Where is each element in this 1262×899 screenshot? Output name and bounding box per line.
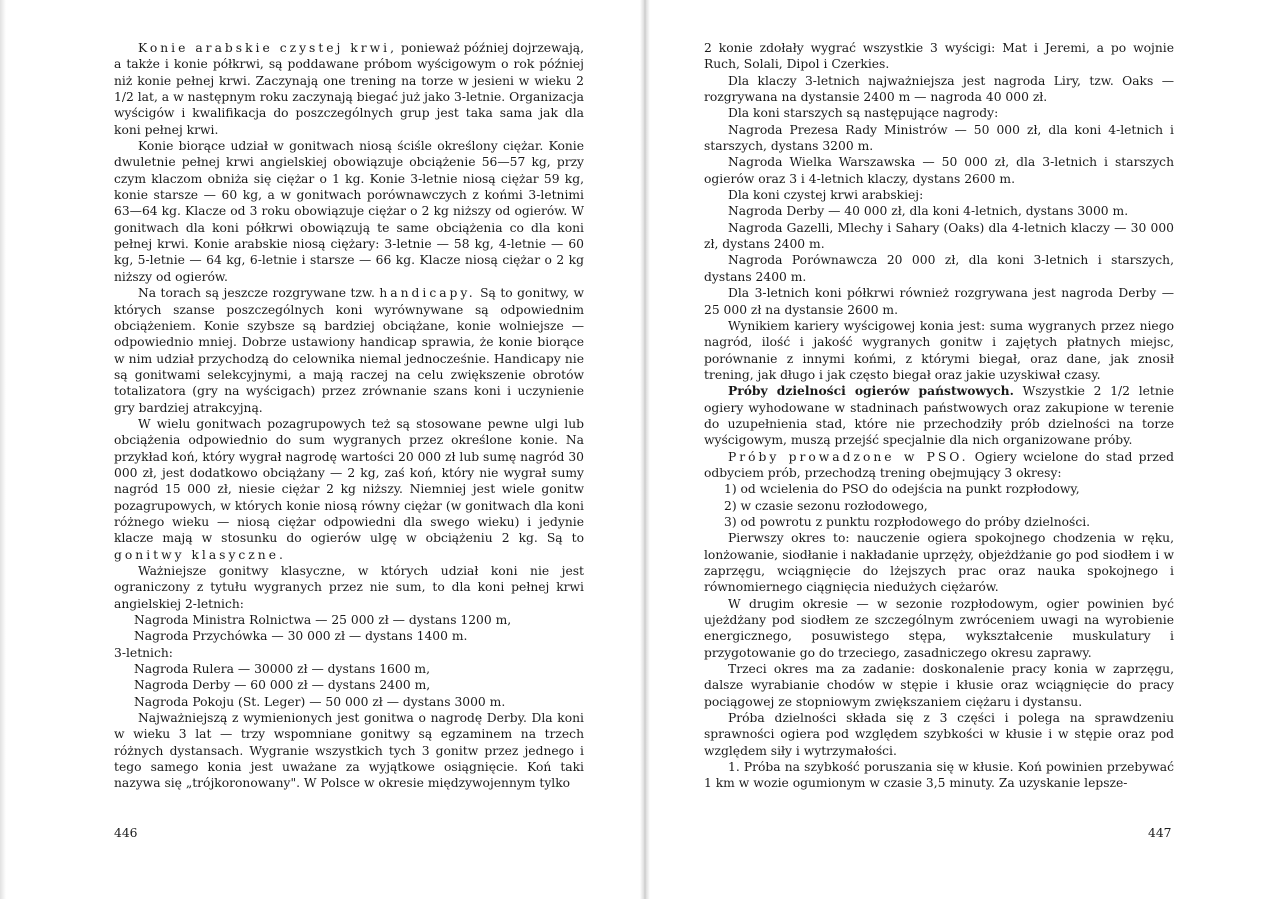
- race-entry: Nagroda Derby — 40 000 zł, dla koni 4-letnich, dystans 3000 m.: [728, 204, 1129, 219]
- race-entry: Nagroda Rulera — 30000 zł — dystans 1600 m,: [134, 662, 430, 677]
- paragraph-derby: Najważniejszą z wymienionych jest gonitwa o nagrodę Derby. Dla koni w wieku 3 lat — trzy wspomniane gonitwy są egzaminem na trzech różnych dystansach. Wygranie wszystkich tych 3 gonitw przez jednego i tego samego konia jest uważane za wyjątkowe osiągnięcie. Koń taki nazywa się „trójkoronowany". W Polsce w okresie międzywojennym tylko: [114, 711, 584, 791]
- page-number-right: 447: [1148, 826, 1172, 840]
- race-entry: Nagroda Wielka Warszawska — 50 000 zł, dla 3-letnich i starszych ogierów oraz 3 i 4-letnich klaczy, dystans 2600 m.: [704, 155, 1174, 186]
- race-entry: Dla 3-letnich koni półkrwi również rozgrywana jest nagroda Derby — 25 000 zł na dystansie 2600 m.: [704, 286, 1174, 317]
- right-page: [704, 40, 1174, 840]
- bold-heading: Próby dzielności ogierów państwowych.: [728, 383, 1014, 399]
- paragraph-weights: Konie biorące udział w gonitwach niosą ściśle określony ciężar. Konie dwuletnie pełnej krwi angielskiej obowiązuje obciążenie 56—57 kg, przy czym klaczom obniża się ciężar o 1 kg. Konie 3-letnie niosą ciężar 59 kg, konie starsze — 60 kg, a w gonitwach porównawczych z końmi 3-letnimi 63—64 kg. Klacze od 3 roku obowiązuje ciężar o 2 kg niższy od ogierów. W gonitwach dla koni półkrwi obowiązują te same obciążenia co dla koni pełnej krwi. Konie arabskie niosą ciężary: 3-letnie — 58 kg, 4-letnie — 60 kg, 5-letnie — 64 kg, 6-letnie i starsze — 66 kg. Klacze niosą ciężar o 2 kg niższy od ogierów.: [114, 139, 584, 284]
- left-page: [114, 40, 584, 840]
- paragraph-allowances: W wielu gonitwach pozagrupowych też są stosowane pewne ulgi lub obciążenia odpowiednio do sum wygranych przez określone konie. Na przykład koń, który wygrał nagrodę wartości 20 000 zł lub sumę nagród 30 000 zł, jest dodatkowo obciążany — 2 kg, zaś koń, który nie wygrał sumy nagród 15 000 zł, niesie ciężar 2 kg niższy. Niemniej jest wiele gonitw pozagrupowych, w których konie niosą równy ciężar (w gonitwach dla koni różnego wieku — niosą ciężar odpowiedni dla swego wieku) i jedynie klacze mają w stosunku do ogierów ulgę w obciążeniu 2 kg. Są to gonitwy klasyczne.: [114, 416, 584, 562]
- paragraph-first-period: Pierwszy okres to: nauczenie ogiera spokojnego chodzenia w ręku, lonżowanie, siodłanie i nakładanie uprzęży, objeżdżanie go pod siodłem i w zaprzęgu, wciągnięcie do lżejszych prac oraz nauka spokojnego i równomiernego ciągnięcia niedużych ciężarów.: [704, 531, 1174, 595]
- paragraph-stallion-trials: Próby dzielności ogierów państwowych. Wszystkie 2 1/2 letnie ogiery wyhodowane w stadninach państwowych oraz zakupione w terenie do uzupełnienia stad, które nie przechodziły prób dzielności na torze wyścigowym, muszą przejść specjalnie dla nich organizowane próby.: [704, 383, 1174, 448]
- paragraph-handicaps: Na torach są jeszcze rozgrywane tzw. handicapy. Są to gonitwy, w których szanse poszczególnych koni wyrównywane są odpowiednim obciążeniem. Konie szybsze są bardziej obciążane, konie wolniejsze — odpowiednio mniej. Dobrze ustawiony handicap sprawia, że konie biorące w nim udział przychodzą do celownika niemal jednocześnie. Handicapy nie są gonitwami selekcyjnymi, a mają raczej na celu zwiększenie obrotów totalizatora (gry na wyścigach) przez zrównanie szans koni i uczynienie gry bardziej atrakcyjną.: [114, 286, 584, 415]
- paragraph-arabian-heading: Dla koni czystej krwi arabskiej:: [728, 188, 924, 203]
- paragraph-pso-trials: Próby prowadzone w PSO. Ogiery wcielone do stad przed odbyciem prób, przechodzą trening obejmujący 3 okresy:: [704, 449, 1174, 480]
- race-entry: Nagroda Derby — 60 000 zł — dystans 2400 m,: [134, 678, 431, 693]
- spaced-term: Próby prowadzone w PSO.: [728, 449, 969, 464]
- race-entry: Nagroda Pokoju (St. Leger) — 50 000 zł — dystans 3000 m.: [134, 694, 506, 709]
- paragraph-oaks: Dla klaczy 3-letnich najważniejsza jest nagroda Liry, tzw. Oaks — rozgrywana na dystansie 2400 m — nagroda 40 000 zł.: [704, 73, 1174, 105]
- paragraph-arabian-horses: Konie arabskie czystej krwi, ponieważ później dojrzewają, a także i konie półkrwi, są poddawane próbom wyścigowym o rok później niż konie pełnej krwi. Zaczynają one trening na torze w jesieni w wieku 2 1/2 lat, a w następnym roku zaczynają biegać już jako 3-letnie. Organizacja wyścigów i kwalifikacja do poszczególnych grup jest taka sama jak dla koni pełnej krwi.: [114, 41, 584, 137]
- age-label: 3-letnich:: [114, 645, 173, 660]
- paragraph-classic-races: Ważniejsze gonitwy klasyczne, w których udział koni nie jest ograniczony z tytułu wygranych przez nie sum, to dla koni pełnej krwi angielskiej 2-letnich:: [114, 564, 584, 611]
- book-gutter: [640, 0, 650, 899]
- race-entry: Nagroda Ministra Rolnictwa — 25 000 zł — dystans 1200 m,: [134, 613, 512, 628]
- page-edge-shadow: [0, 0, 6, 899]
- list-item: 1) od wcielenia do PSO do odejścia na punkt rozpłodowy,: [724, 482, 1080, 497]
- page-number-left: 446: [114, 826, 138, 840]
- paragraph-career: Wynikiem kariery wyścigowej konia jest: suma wygranych przez niego nagród, ilość i jakość wygranych gonitw i zajętych płatnych miejsc, porównanie z innymi końmi, z którymi biegał, oraz dane, jak znosił trening, jak długo i jak często biegał oraz jakie uzyskiwał czasy.: [704, 318, 1174, 382]
- paragraph-continuation: 2 konie zdołały wygrać wszystkie 3 wyścigi: Mat i Jeremi, a po wojnie Ruch, Solali, Dipol i Czerkies.: [704, 41, 1174, 72]
- paragraph-second-period: W drugim okresie — w sezonie rozpłodowym, ogier powinien być ujeżdżany pod siodłem ze szczególnym zwróceniem uwagi na wyrobienie energicznego, posuwistego stępa, wykształcenie muskulatury i przygotowanie go do trzeciego, zasadniczego okresu zaprawy.: [704, 596, 1174, 660]
- list-item: 2) w czasie sezonu rozłodowego,: [724, 498, 928, 513]
- paragraph-trot-trial: 1. Próba na szybkość poruszania się w kłusie. Koń powinien przebywać 1 km w wozie ogumionym w czasie 3,5 minuty. Za uzyskanie lepsze-: [704, 760, 1174, 791]
- race-entry: Nagroda Prezesa Rady Ministrów — 50 000 zł, dla koni 4-letnich i starszych, dystans 3200 m.: [704, 122, 1174, 154]
- race-entry: Nagroda Przychówka — 30 000 zł — dystans 1400 m.: [134, 629, 468, 644]
- race-entry: Nagroda Gazelli, Mlechy i Sahary (Oaks) dla 4-letnich klaczy — 30 000 zł, dystans 2400 m.: [704, 220, 1174, 252]
- spaced-term: gonitwy klasyczne.: [114, 547, 286, 562]
- spaced-term: handicapy.: [379, 286, 476, 301]
- spaced-term: Konie arabskie czystej krwi,: [138, 41, 398, 55]
- race-entry: Nagroda Porównawcza 20 000 zł, dla koni 3-letnich i starszych, dystans 2400 m.: [704, 253, 1174, 284]
- paragraph-older-horses: Dla koni starszych są następujące nagrody:: [728, 106, 999, 121]
- paragraph-third-period: Trzeci okres ma za zadanie: doskonalenie pracy konia w zaprzęgu, dalsze wyrabianie chodów w stępie i kłusie oraz wciągnięcie do pracy pociągowej ze stopniowym zwiększaniem ciężaru i dystansu.: [704, 662, 1174, 709]
- list-item: 3) od powrotu z punktu rozpłodowego do próby dzielności.: [724, 514, 1091, 529]
- paragraph-trial-parts: Próba dzielności składa się z 3 części i polega na sprawdzeniu sprawności ogiera pod względem szybkości w kłusie i w stępie oraz pod względem siły i wytrzymałości.: [704, 711, 1174, 758]
